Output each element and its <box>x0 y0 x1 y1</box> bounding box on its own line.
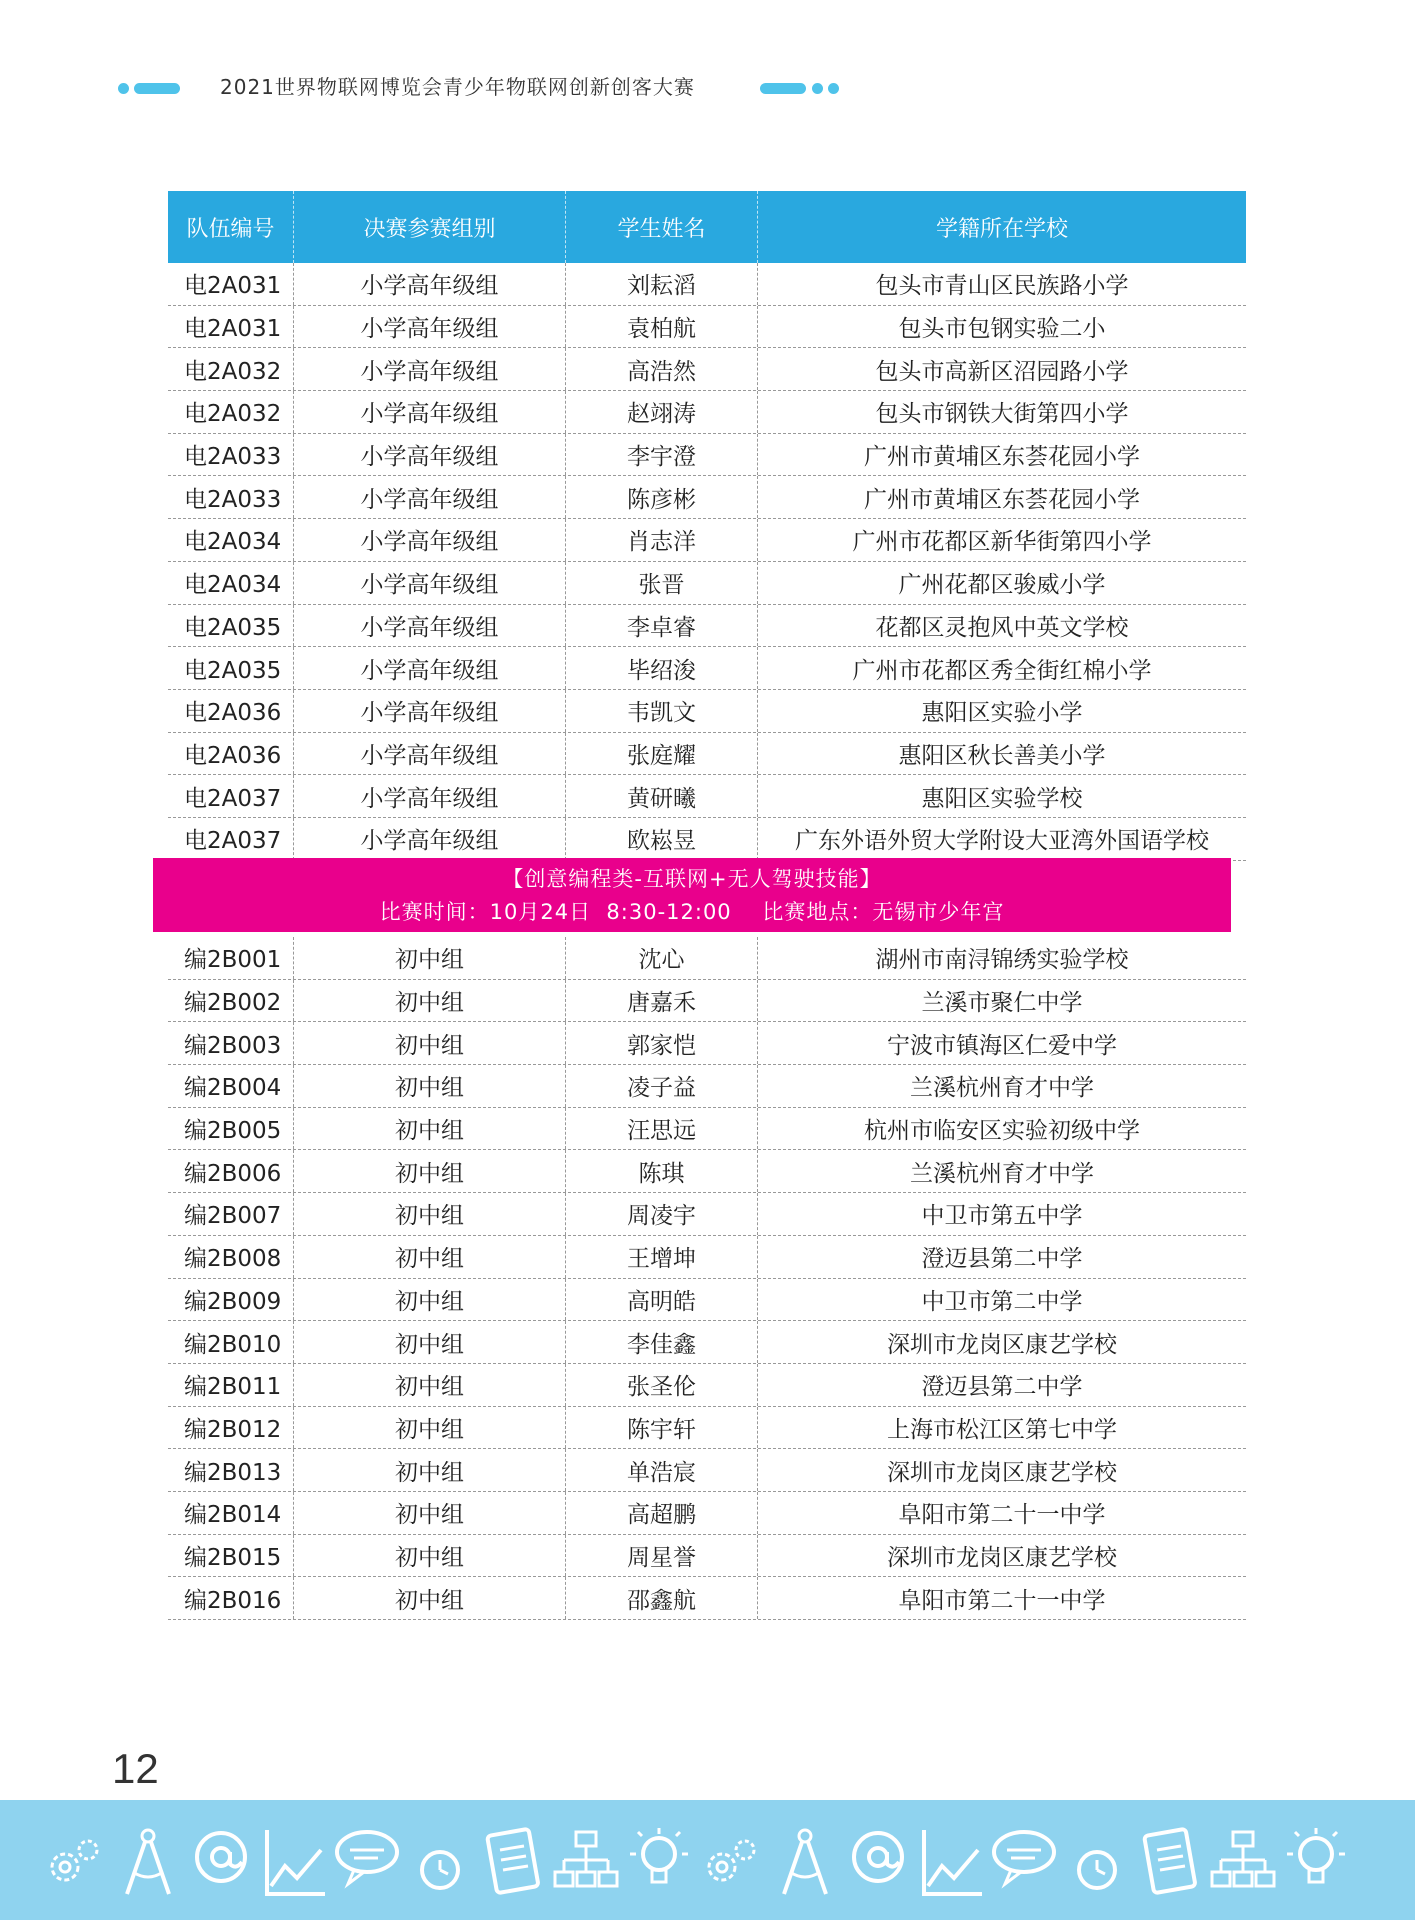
column-header-team-id: 队伍编号 <box>168 191 294 263</box>
header-dot-decoration <box>118 83 129 94</box>
cell-team-id: 编2B003 <box>168 1022 294 1064</box>
cell-student-name: 刘耘滔 <box>566 263 758 305</box>
column-header-school: 学籍所在学校 <box>935 216 1068 242</box>
cell-school: 包头市青山区民族路小学 <box>875 273 1129 300</box>
cell-group: 初中组 <box>294 1193 566 1235</box>
cell-group: 初中组 <box>294 1449 566 1491</box>
table-row <box>168 1364 1246 1407</box>
cell-group: 初中组 <box>294 937 566 979</box>
cell-team-id: 电2A035 <box>168 605 294 647</box>
column-header-group: 决赛参赛组别 <box>294 191 566 263</box>
cell-student-name: 沈心 <box>566 937 758 979</box>
table-row <box>168 818 1246 861</box>
cell-school: 广州市黄埔区东荟花园小学 <box>864 486 1140 513</box>
table-row <box>168 980 1246 1023</box>
table-row <box>168 1108 1246 1151</box>
cell-school: 惠阳区秋长善美小学 <box>898 742 1106 769</box>
document-icon <box>478 1822 548 1902</box>
cell-group: 初中组 <box>294 1108 566 1150</box>
table-row <box>168 1407 1246 1450</box>
table-row <box>168 775 1246 818</box>
cell-group: 小学高年级组 <box>294 434 566 476</box>
line-chart-icon <box>259 1822 329 1902</box>
gears-icon <box>40 1822 110 1902</box>
compass-icon <box>770 1822 840 1902</box>
cell-student-name: 李佳鑫 <box>566 1321 758 1363</box>
cell-team-id: 电2A031 <box>168 306 294 348</box>
cell-student-name: 陈宇轩 <box>566 1407 758 1449</box>
table-row <box>168 562 1246 605</box>
cell-school: 兰溪杭州育才中学 <box>910 1075 1094 1102</box>
cell-group: 初中组 <box>294 1492 566 1534</box>
cell-team-id: 编2B015 <box>168 1535 294 1577</box>
cell-student-name: 欧崧昱 <box>566 818 758 860</box>
cell-group: 小学高年级组 <box>294 690 566 732</box>
cell-student-name: 单浩宸 <box>566 1449 758 1491</box>
cell-school: 广州市黄埔区东荟花园小学 <box>864 444 1140 471</box>
cell-student-name: 张晋 <box>566 562 758 604</box>
cell-school: 深圳市龙岗区康艺学校 <box>887 1459 1117 1486</box>
cell-group: 初中组 <box>294 1150 566 1192</box>
cell-team-id: 编2B012 <box>168 1407 294 1449</box>
section-title: 【创意编程类-互联网+无人驾驶技能】 <box>502 867 882 891</box>
cell-school: 惠阳区实验小学 <box>921 700 1083 727</box>
cell-school: 澄迈县第二中学 <box>921 1246 1083 1273</box>
cell-student-name: 高超鹏 <box>566 1492 758 1534</box>
cell-group: 初中组 <box>294 1236 566 1278</box>
cell-team-id: 编2B013 <box>168 1449 294 1491</box>
header-pill-decoration <box>134 83 180 94</box>
cell-school: 广州花都区骏威小学 <box>898 572 1106 599</box>
cell-school: 兰溪杭州育才中学 <box>910 1160 1094 1187</box>
header-dot-decoration <box>828 83 839 94</box>
cell-team-id: 电2A036 <box>168 733 294 775</box>
cell-student-name: 陈彦彬 <box>566 476 758 518</box>
cell-school: 深圳市龙岗区康艺学校 <box>887 1544 1117 1571</box>
cell-group: 小学高年级组 <box>294 562 566 604</box>
cell-group: 小学高年级组 <box>294 348 566 390</box>
cell-school: 上海市松江区第七中学 <box>887 1416 1117 1443</box>
table-header <box>168 191 1246 263</box>
cell-school: 宁波市镇海区仁爱中学 <box>887 1032 1117 1059</box>
speech-bubble-icon <box>989 1822 1059 1902</box>
table-row <box>168 1535 1246 1578</box>
cell-team-id: 编2B006 <box>168 1150 294 1192</box>
cell-student-name: 王增坤 <box>566 1236 758 1278</box>
cell-school: 深圳市龙岗区康艺学校 <box>887 1331 1117 1358</box>
cell-team-id: 编2B007 <box>168 1193 294 1235</box>
footer-decoration-band <box>0 1800 1415 1920</box>
cell-student-name: 周凌宇 <box>566 1193 758 1235</box>
section-time-location: 比赛时间：10月24日 8:30-12:00 比赛地点：无锡市少年宫 <box>379 900 1005 924</box>
cell-team-id: 编2B010 <box>168 1321 294 1363</box>
table-row <box>168 1065 1246 1108</box>
cell-team-id: 电2A033 <box>168 434 294 476</box>
cell-school: 中卫市第五中学 <box>921 1203 1083 1230</box>
at-sign-icon <box>843 1822 913 1902</box>
cell-group: 小学高年级组 <box>294 519 566 561</box>
cell-group: 初中组 <box>294 1022 566 1064</box>
cell-team-id: 电2A035 <box>168 647 294 689</box>
cell-group: 初中组 <box>294 1364 566 1406</box>
cell-school: 阜阳市第二十一中学 <box>898 1502 1106 1529</box>
cell-student-name: 邵鑫航 <box>566 1577 758 1619</box>
cell-team-id: 电2A031 <box>168 263 294 305</box>
table-row <box>168 1321 1246 1364</box>
cell-group: 小学高年级组 <box>294 733 566 775</box>
speech-bubble-icon <box>332 1822 402 1902</box>
table-row <box>168 1449 1246 1492</box>
cell-student-name: 张圣伦 <box>566 1364 758 1406</box>
cell-team-id: 编2B014 <box>168 1492 294 1534</box>
table-row <box>168 733 1246 776</box>
table-row <box>168 605 1246 648</box>
cell-school: 广州市花都区新华街第四小学 <box>852 529 1152 556</box>
cell-team-id: 电2A034 <box>168 562 294 604</box>
cell-group: 小学高年级组 <box>294 605 566 647</box>
table-row <box>168 519 1246 562</box>
table-row <box>168 1193 1246 1236</box>
cell-student-name: 陈琪 <box>566 1150 758 1192</box>
cell-student-name: 高浩然 <box>566 348 758 390</box>
cell-student-name: 凌子益 <box>566 1065 758 1107</box>
clock-icon <box>1062 1822 1132 1902</box>
cell-group: 初中组 <box>294 1279 566 1321</box>
cell-student-name: 李卓睿 <box>566 605 758 647</box>
cell-school: 阜阳市第二十一中学 <box>898 1587 1106 1614</box>
table-row <box>168 306 1246 349</box>
cell-team-id: 编2B011 <box>168 1364 294 1406</box>
cell-school: 包头市高新区沼园路小学 <box>875 358 1129 385</box>
cell-group: 小学高年级组 <box>294 476 566 518</box>
cell-school: 惠阳区实验学校 <box>921 785 1083 812</box>
cell-student-name: 袁柏航 <box>566 306 758 348</box>
cell-student-name: 张庭耀 <box>566 733 758 775</box>
cell-student-name: 毕绍浚 <box>566 647 758 689</box>
org-chart-icon <box>1208 1822 1278 1902</box>
table-body <box>168 937 1246 1620</box>
cell-team-id: 电2A033 <box>168 476 294 518</box>
cell-student-name: 高明皓 <box>566 1279 758 1321</box>
table-row <box>168 263 1246 306</box>
cell-team-id: 编2B008 <box>168 1236 294 1278</box>
cell-group: 初中组 <box>294 1577 566 1619</box>
cell-school: 花都区灵抱风中英文学校 <box>875 614 1129 641</box>
results-table <box>168 191 1246 861</box>
cell-student-name: 韦凯文 <box>566 690 758 732</box>
cell-school: 包头市包钢实验二小 <box>898 316 1106 343</box>
table-row <box>168 434 1246 477</box>
table-row <box>168 647 1246 690</box>
cell-student-name: 唐嘉禾 <box>566 980 758 1022</box>
cell-team-id: 电2A037 <box>168 818 294 860</box>
cell-group: 初中组 <box>294 1065 566 1107</box>
cell-group: 初中组 <box>294 1321 566 1363</box>
cell-school: 广东外语外贸大学附设大亚湾外国语学校 <box>795 828 1209 855</box>
gears-icon <box>697 1822 767 1902</box>
table-row <box>168 1150 1246 1193</box>
cell-team-id: 电2A034 <box>168 519 294 561</box>
cell-team-id: 编2B004 <box>168 1065 294 1107</box>
cell-student-name: 黄研曦 <box>566 775 758 817</box>
cell-group: 初中组 <box>294 1407 566 1449</box>
cell-student-name: 赵翊涛 <box>566 391 758 433</box>
table-row <box>168 937 1246 980</box>
cell-school: 湖州市南浔锦绣实验学校 <box>875 947 1129 974</box>
table-row <box>168 1022 1246 1065</box>
document-icon <box>1135 1822 1205 1902</box>
cell-school: 广州市花都区秀全街红棉小学 <box>852 657 1152 684</box>
table-row <box>168 391 1246 434</box>
cell-student-name: 郭家恺 <box>566 1022 758 1064</box>
cell-school: 杭州市临安区实验初级中学 <box>864 1118 1140 1145</box>
cell-team-id: 电2A036 <box>168 690 294 732</box>
cell-team-id: 编2B002 <box>168 980 294 1022</box>
table-row <box>168 690 1246 733</box>
cell-team-id: 编2B005 <box>168 1108 294 1150</box>
cell-group: 初中组 <box>294 980 566 1022</box>
cell-team-id: 电2A037 <box>168 775 294 817</box>
header-dot-decoration <box>812 83 823 94</box>
cell-group: 初中组 <box>294 1535 566 1577</box>
header-title: 2021世界物联网博览会青少年物联网创新创客大赛 <box>220 75 695 99</box>
cell-school: 澄迈县第二中学 <box>921 1374 1083 1401</box>
clock-icon <box>405 1822 475 1902</box>
cell-group: 小学高年级组 <box>294 391 566 433</box>
section-banner <box>153 858 1231 932</box>
results-table-2 <box>168 937 1246 1620</box>
table-row <box>168 1279 1246 1322</box>
cell-student-name: 李宇澄 <box>566 434 758 476</box>
header-pill-decoration <box>760 83 806 94</box>
cell-student-name: 周星誉 <box>566 1535 758 1577</box>
cell-group: 小学高年级组 <box>294 263 566 305</box>
cell-group: 小学高年级组 <box>294 306 566 348</box>
table-row <box>168 1236 1246 1279</box>
cell-school: 兰溪市聚仁中学 <box>921 990 1083 1017</box>
column-header-student-name: 学生姓名 <box>566 191 758 263</box>
line-chart-icon <box>916 1822 986 1902</box>
table-row <box>168 1492 1246 1535</box>
table-row <box>168 476 1246 519</box>
page-header <box>0 72 1415 102</box>
lightbulb-icon <box>1281 1822 1351 1902</box>
table-row <box>168 1577 1246 1620</box>
compass-icon <box>113 1822 183 1902</box>
cell-group: 小学高年级组 <box>294 647 566 689</box>
cell-team-id: 编2B009 <box>168 1279 294 1321</box>
cell-student-name: 汪思远 <box>566 1108 758 1150</box>
cell-group: 小学高年级组 <box>294 818 566 860</box>
org-chart-icon <box>551 1822 621 1902</box>
page-number: 12 <box>112 1745 159 1792</box>
table-row <box>168 348 1246 391</box>
cell-student-name: 肖志洋 <box>566 519 758 561</box>
cell-school: 中卫市第二中学 <box>921 1288 1083 1315</box>
at-sign-icon <box>186 1822 256 1902</box>
cell-team-id: 编2B016 <box>168 1577 294 1619</box>
lightbulb-icon <box>624 1822 694 1902</box>
cell-team-id: 编2B001 <box>168 937 294 979</box>
cell-group: 小学高年级组 <box>294 775 566 817</box>
cell-school: 包头市钢铁大街第四小学 <box>875 401 1129 428</box>
table-body <box>168 263 1246 861</box>
cell-team-id: 电2A032 <box>168 348 294 390</box>
cell-team-id: 电2A032 <box>168 391 294 433</box>
